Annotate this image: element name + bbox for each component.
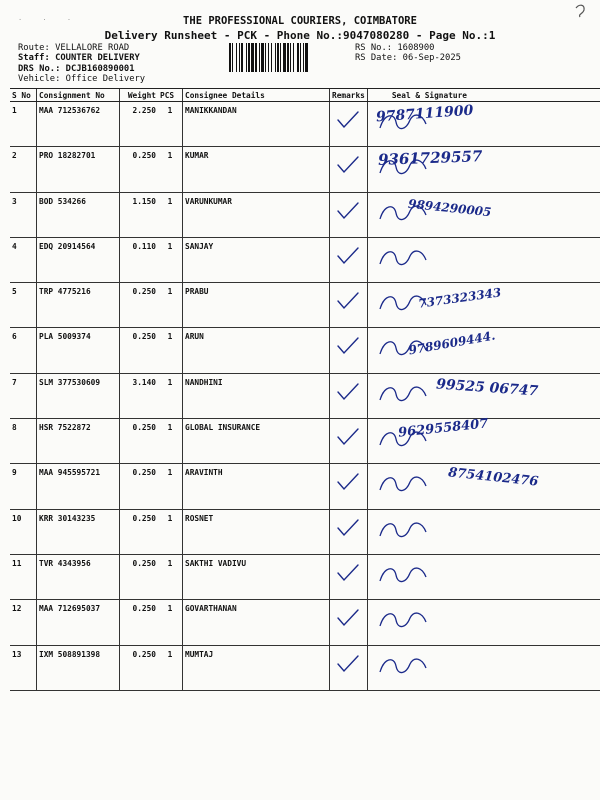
consignment-cell: MAA 712695037 — [37, 600, 120, 645]
col-sno: S No — [10, 89, 37, 102]
sno-cell: 4 — [10, 237, 37, 282]
consignee-cell: GLOBAL INSURANCE — [183, 419, 330, 464]
consignee-cell: SAKTHI VADIVU — [183, 554, 330, 599]
remarks-cell — [330, 554, 368, 599]
handwritten-signature-icon — [374, 466, 434, 504]
signature-cell — [367, 328, 600, 373]
table-row — [10, 419, 600, 464]
remarks-cell — [330, 192, 368, 237]
consignee-cell: ARAVINTH — [183, 464, 330, 509]
table-row — [10, 283, 600, 328]
checkmark-icon — [336, 608, 360, 628]
consignee-cell: MANIKKANDAN — [183, 102, 330, 147]
consignment-cell: KRR 30143235 — [37, 509, 120, 554]
col-weight: Weight — [120, 89, 159, 102]
pcs-cell: 1 — [158, 373, 183, 418]
col-consignment: Consignment No — [37, 89, 120, 102]
consignee-cell: ARUN — [183, 328, 330, 373]
weight-cell: 0.250 — [120, 509, 159, 554]
sno-cell: 9 — [10, 464, 37, 509]
consignee-cell: KUMAR — [183, 147, 330, 192]
checkmark-icon — [336, 246, 360, 266]
runsheet-meta-right — [355, 43, 461, 64]
handwritten-signature-icon — [374, 376, 434, 414]
drs-text: DRS No.: DCJB160890001 — [18, 63, 135, 74]
signature-phone: 9789609444. — [407, 328, 497, 358]
checkmark-icon — [336, 201, 360, 221]
signature-cell — [367, 464, 600, 509]
table-row — [10, 102, 600, 147]
consignment-cell: HSR 7522872 — [37, 419, 120, 464]
checkmark-icon — [336, 654, 360, 674]
scan-marks: . . . — [18, 14, 80, 22]
consignee-cell: NANDHINI — [183, 373, 330, 418]
checkmark-icon — [336, 563, 360, 583]
signature-cell — [367, 554, 600, 599]
remarks-cell — [330, 509, 368, 554]
checkmark-icon — [336, 518, 360, 538]
handwritten-signature-icon — [374, 512, 434, 550]
signature-cell — [367, 416, 600, 464]
weight-cell: 0.250 — [120, 464, 159, 509]
weight-cell: 0.250 — [120, 600, 159, 645]
signature-phone: 9787111900 — [375, 102, 474, 126]
weight-cell: 3.140 — [120, 373, 159, 418]
weight-cell: 0.250 — [120, 554, 159, 599]
signature-cell — [367, 373, 600, 418]
sno-cell: 5 — [10, 283, 37, 328]
vehicle-text: Vehicle: Office Delivery — [18, 73, 146, 84]
pcs-cell: 1 — [158, 328, 183, 373]
table-row — [10, 237, 600, 282]
consignee-cell: ROSNET — [183, 509, 330, 554]
handwritten-signature-icon — [374, 648, 434, 686]
pcs-cell: 1 — [158, 645, 183, 690]
consignment-cell: EDQ 20914564 — [37, 237, 120, 282]
weight-cell: 0.250 — [120, 419, 159, 464]
consignment-cell: MAA 712536762 — [37, 102, 120, 147]
checkmark-icon — [336, 291, 360, 311]
consignee-cell: VARUNKUMAR — [183, 192, 330, 237]
signature-cell — [367, 147, 600, 192]
checkmark-icon — [336, 110, 360, 130]
signature-phone: 9361729557 — [377, 147, 483, 170]
checkmark-icon — [336, 427, 360, 447]
consignment-cell: SLM 377530609 — [37, 373, 120, 418]
table-row — [10, 600, 600, 645]
remarks-cell — [330, 600, 368, 645]
signature-phone: 99525 06747 — [435, 376, 539, 400]
sno-cell: 12 — [10, 600, 37, 645]
weight-cell: 0.110 — [120, 237, 159, 282]
table-row — [10, 645, 600, 690]
barcode — [229, 43, 349, 72]
signature-cell — [367, 283, 600, 328]
signature-cell — [367, 645, 600, 690]
consignment-cell: IXM 508891398 — [37, 645, 120, 690]
weight-cell: 0.250 — [120, 147, 159, 192]
signature-cell — [367, 237, 600, 282]
remarks-cell — [330, 283, 368, 328]
table-row — [10, 554, 600, 599]
signature-phone: 9894290005 — [407, 196, 492, 219]
handwritten-signature-icon — [374, 602, 434, 640]
remarks-cell — [330, 645, 368, 690]
table-row — [10, 373, 600, 418]
table-row — [10, 147, 600, 192]
weight-cell: 0.250 — [120, 645, 159, 690]
remarks-cell — [330, 419, 368, 464]
pcs-cell: 1 — [158, 102, 183, 147]
signature-phone: 8754102476 — [447, 465, 539, 491]
consignment-cell: MAA 945595721 — [37, 464, 120, 509]
runsheet-table — [10, 88, 600, 691]
weight-cell: 0.250 — [120, 328, 159, 373]
col-remarks: Remarks — [330, 89, 368, 102]
consignment-cell: BOD 534266 — [37, 192, 120, 237]
remarks-cell — [330, 147, 368, 192]
consignment-cell: TRP 4775216 — [37, 283, 120, 328]
consignment-cell: TVR 4343956 — [37, 554, 120, 599]
signature-cell — [367, 102, 600, 147]
runsheet-subtitle: Delivery Runsheet - PCK - Phone No.:9047080280 - Page No.:1 — [104, 29, 496, 42]
staff-text: Staff: COUNTER DELIVERY — [18, 53, 140, 64]
company-title: THE PROFESSIONAL COURIERS, COIMBATORE — [183, 15, 417, 27]
checkmark-icon — [336, 382, 360, 402]
weight-cell: 2.250 — [120, 102, 159, 147]
table-row — [10, 328, 600, 373]
col-consignee: Consignee Details — [183, 89, 330, 102]
pcs-cell: 1 — [158, 554, 183, 599]
table-row — [10, 464, 600, 509]
pcs-cell: 1 — [158, 237, 183, 282]
remarks-cell — [330, 373, 368, 418]
table-row — [10, 192, 600, 237]
pcs-cell: 1 — [158, 509, 183, 554]
runsheet-meta-left — [18, 43, 145, 84]
pcs-cell: 1 — [158, 600, 183, 645]
remarks-cell — [330, 328, 368, 373]
consignee-cell: PRABU — [183, 283, 330, 328]
consignee-cell: MUMTAJ — [183, 645, 330, 690]
signature-cell — [367, 509, 600, 554]
signature-cell — [367, 192, 600, 237]
checkmark-icon — [336, 155, 360, 175]
handwritten-signature-icon — [374, 240, 434, 278]
consignment-cell: PLA 5009374 — [37, 328, 120, 373]
consignment-cell: PRO 18282701 — [37, 147, 120, 192]
pcs-cell: 1 — [158, 192, 183, 237]
rs-date: RS Date: 06-Sep-2025 — [355, 53, 461, 64]
sno-cell: 2 — [10, 147, 37, 192]
sno-cell: 13 — [10, 645, 37, 690]
checkmark-icon — [336, 472, 360, 492]
signature-cell — [367, 600, 600, 645]
consignee-cell: GOVARTHANAN — [183, 600, 330, 645]
consignee-cell: SANJAY — [183, 237, 330, 282]
col-signature: Seal & Signature — [367, 89, 600, 102]
sno-cell: 1 — [10, 102, 37, 147]
sno-cell: 8 — [10, 419, 37, 464]
remarks-cell — [330, 464, 368, 509]
pcs-cell: 1 — [158, 283, 183, 328]
checkmark-icon — [336, 336, 360, 356]
sno-cell: 11 — [10, 554, 37, 599]
remarks-cell — [330, 237, 368, 282]
weight-cell: 1.150 — [120, 192, 159, 237]
route-text: Route: VELLALORE ROAD — [18, 43, 130, 53]
rs-number: RS No.: 1608900 — [355, 43, 435, 53]
signature-phone: 7373323343 — [417, 285, 502, 311]
pcs-cell: 1 — [158, 147, 183, 192]
table-row — [10, 509, 600, 554]
sno-cell: 7 — [10, 373, 37, 418]
remarks-cell — [330, 102, 368, 147]
sno-cell: 3 — [10, 192, 37, 237]
pcs-cell: 1 — [158, 419, 183, 464]
weight-cell: 0.250 — [120, 283, 159, 328]
sno-cell: 6 — [10, 328, 37, 373]
sno-cell: 10 — [10, 509, 37, 554]
handwritten-signature-icon — [374, 557, 434, 595]
barcode-bar — [308, 43, 309, 72]
col-pcs: PCS — [158, 89, 183, 102]
pcs-cell: 1 — [158, 464, 183, 509]
table-header-row — [10, 89, 600, 102]
signature-phone: 9629558407 — [397, 416, 489, 441]
